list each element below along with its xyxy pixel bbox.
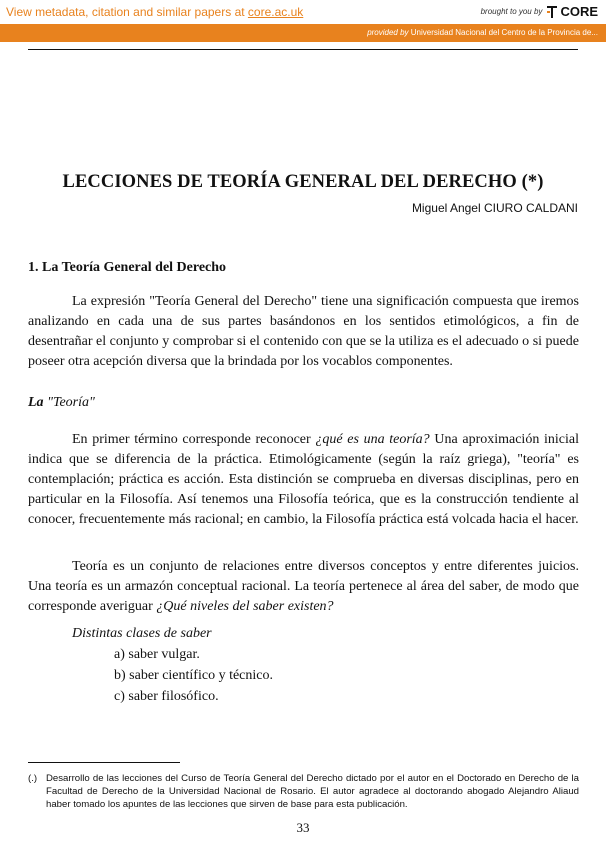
provider-text[interactable] xyxy=(367,28,598,37)
core-provider-bar xyxy=(0,24,606,42)
footnote-rule xyxy=(28,762,180,763)
para2-question: ¿qué es una teoría? xyxy=(315,432,430,447)
paragraph-3 xyxy=(28,557,579,617)
heading-la: La xyxy=(28,395,44,410)
footnote-mark: (.) xyxy=(28,773,38,784)
para3-start: Teoría es un conjunto de relaciones entre diversos conceptos y entre diferentes juicios. Una teoría es un armazón conceptual racional. La teoría pertenece al área del saber, de modo que corresponde averiguar xyxy=(28,559,579,614)
provider-name: Universidad Nacional del Centro de la Provincia de... xyxy=(410,28,598,37)
header-rule xyxy=(28,49,578,50)
heading-teoria: "Teoría" xyxy=(47,395,95,410)
core-logo-text: CORE xyxy=(560,4,598,19)
footnote xyxy=(28,772,579,811)
paragraph-1: La expresión "Teoría General del Derecho" tiene una significación compuesta que iremos analizando en cada una de sus partes basándonos en los sentidos etimológicos, a fin de desentrañar el conjunto y comprobar si el contenido con que se la utiliza es el adecuado o si puede poseer otra acepción diversa que la brindada por los vocablos componentes. xyxy=(28,294,579,369)
core-logo[interactable] xyxy=(546,4,598,19)
saber-list xyxy=(114,644,273,707)
para3-question: ¿Qué niveles del saber existen? xyxy=(156,599,334,614)
metadata-text: View metadata, citation and similar papers at xyxy=(6,5,245,19)
brought-by-text: brought to you by xyxy=(480,7,543,16)
article-title: LECCIONES DE TEORÍA GENERAL DEL DERECHO (*) xyxy=(62,172,544,192)
para2-rest: Una aproximación inicial indica que se diferencia de la práctica. Etimológicamente (según la raíz griega), "teoría" es contemplación; práctica es acción. Esta distinción se comprueba en diversas disciplinas, pero en particular en la Filosofía. Así tenemos una Filosofía teórica, que es la construcción tendiente al conocer, frecuentemente más racional; en cambio, la Filosofía práctica está volcada hacia el hacer. xyxy=(28,432,579,527)
page-number: 33 xyxy=(296,820,310,835)
section-heading-teoria xyxy=(28,395,95,411)
core-logo-icon xyxy=(546,5,558,19)
list-item: c) saber filosófico. xyxy=(114,689,219,704)
core-ac-uk-link[interactable]: core.ac.uk xyxy=(247,5,304,19)
core-brought-by xyxy=(481,4,598,19)
article-author: Miguel Angel CIURO CALDANI xyxy=(411,201,578,215)
subheading-clases: Distintas clases de saber xyxy=(72,626,212,641)
core-banner xyxy=(0,0,606,24)
paragraph-2 xyxy=(28,430,579,530)
section-heading-1: 1. La Teoría General del Derecho xyxy=(28,260,227,275)
list-item: a) saber vulgar. xyxy=(114,647,200,662)
core-metadata-link[interactable] xyxy=(6,5,303,19)
list-item: b) saber científico y técnico. xyxy=(114,668,273,683)
para2-start: En primer término corresponde reconocer xyxy=(72,432,311,447)
provided-by-label: provided by xyxy=(367,28,409,37)
footnote-text: Desarrollo de las lecciones del Curso de Teoría General del Derecho dictado por el autor en el Doctorado en Derecho de la Facultad de Derecho de la Universidad Nacional de Rosario. El autor agradece al doctorando abogado Alejandro Aliaud haber tomado los apuntes de las lecciones que sirven de base para esta publicación. xyxy=(46,773,579,810)
